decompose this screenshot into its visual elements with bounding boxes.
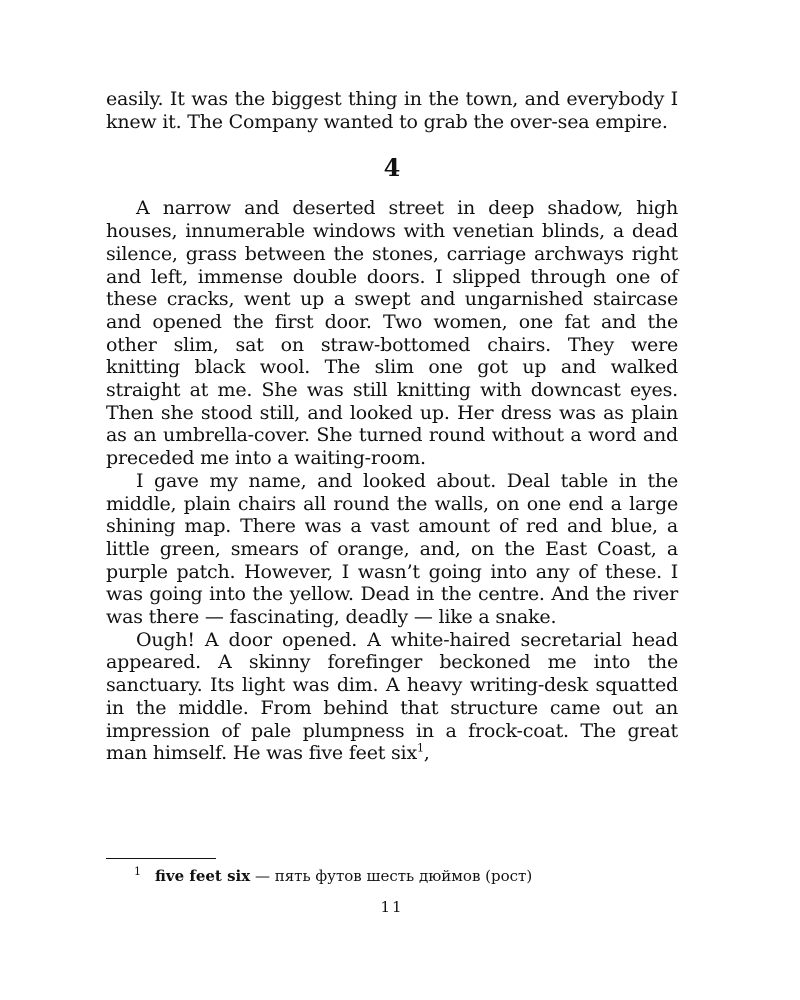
footnote-number: 1 [134,865,141,878]
paragraph-3-text: Ough! A door opened. A white-haired secretarial head appeared. A skinny forefinger beckoned me into the sanctuary. Its light was dim. A heavy writing-desk squatted in the middle. From behind that structure came out an impression of pale plumpness in a frock-coat. The great man himself. He was five feet six [106,628,678,765]
intro-paragraph: easily. It was the biggest thing in the town, and everybody I knew it. The Company wanted to grab the over-sea empire. [106,88,678,133]
footnote-term: five feet six [155,867,251,885]
paragraph-2: I gave my name, and looked about. Deal table in the middle, plain chairs all round the walls, on one end a large shining map. There was a vast amount of red and blue, a little green, smears of orange, and, on the East Coast, a purple patch. However, I wasn’t going into any of these. I was going into the yellow. Dead in the centre. And the river was there — fascinating, deadly — like a snake. [106,469,678,629]
footnote-translation: — пять футов шесть дюймов (рост) [250,867,533,885]
footnote [134,866,694,886]
footnote-marker[interactable]: 1 [416,741,424,755]
footnote-divider [106,858,216,859]
chapter-heading: 4 [383,153,401,183]
page-body [106,88,678,765]
page-number: 11 [380,898,404,916]
paragraph-3 [106,629,678,765]
paragraph-1: A narrow and deserted street in deep shadow, high houses, innumerable windows with venetian blinds, a dead silence, grass between the stones, carriage archways right and left, immense double doors. I slipped through one of these cracks, went up a swept and ungarnished staircase and opened the first door. Two women, one fat and the other slim, sat on straw-bottomed chairs. They were knitting black wool. The slim one got up and walked straight at me. She was still knitting with downcast eyes. Then she stood still, and looked up. Her dress was as plain as an umbrella-cover. She turned round without a word and preceded me into a waiting-room. [106,197,678,470]
paragraph-3-end: , [423,742,430,765]
